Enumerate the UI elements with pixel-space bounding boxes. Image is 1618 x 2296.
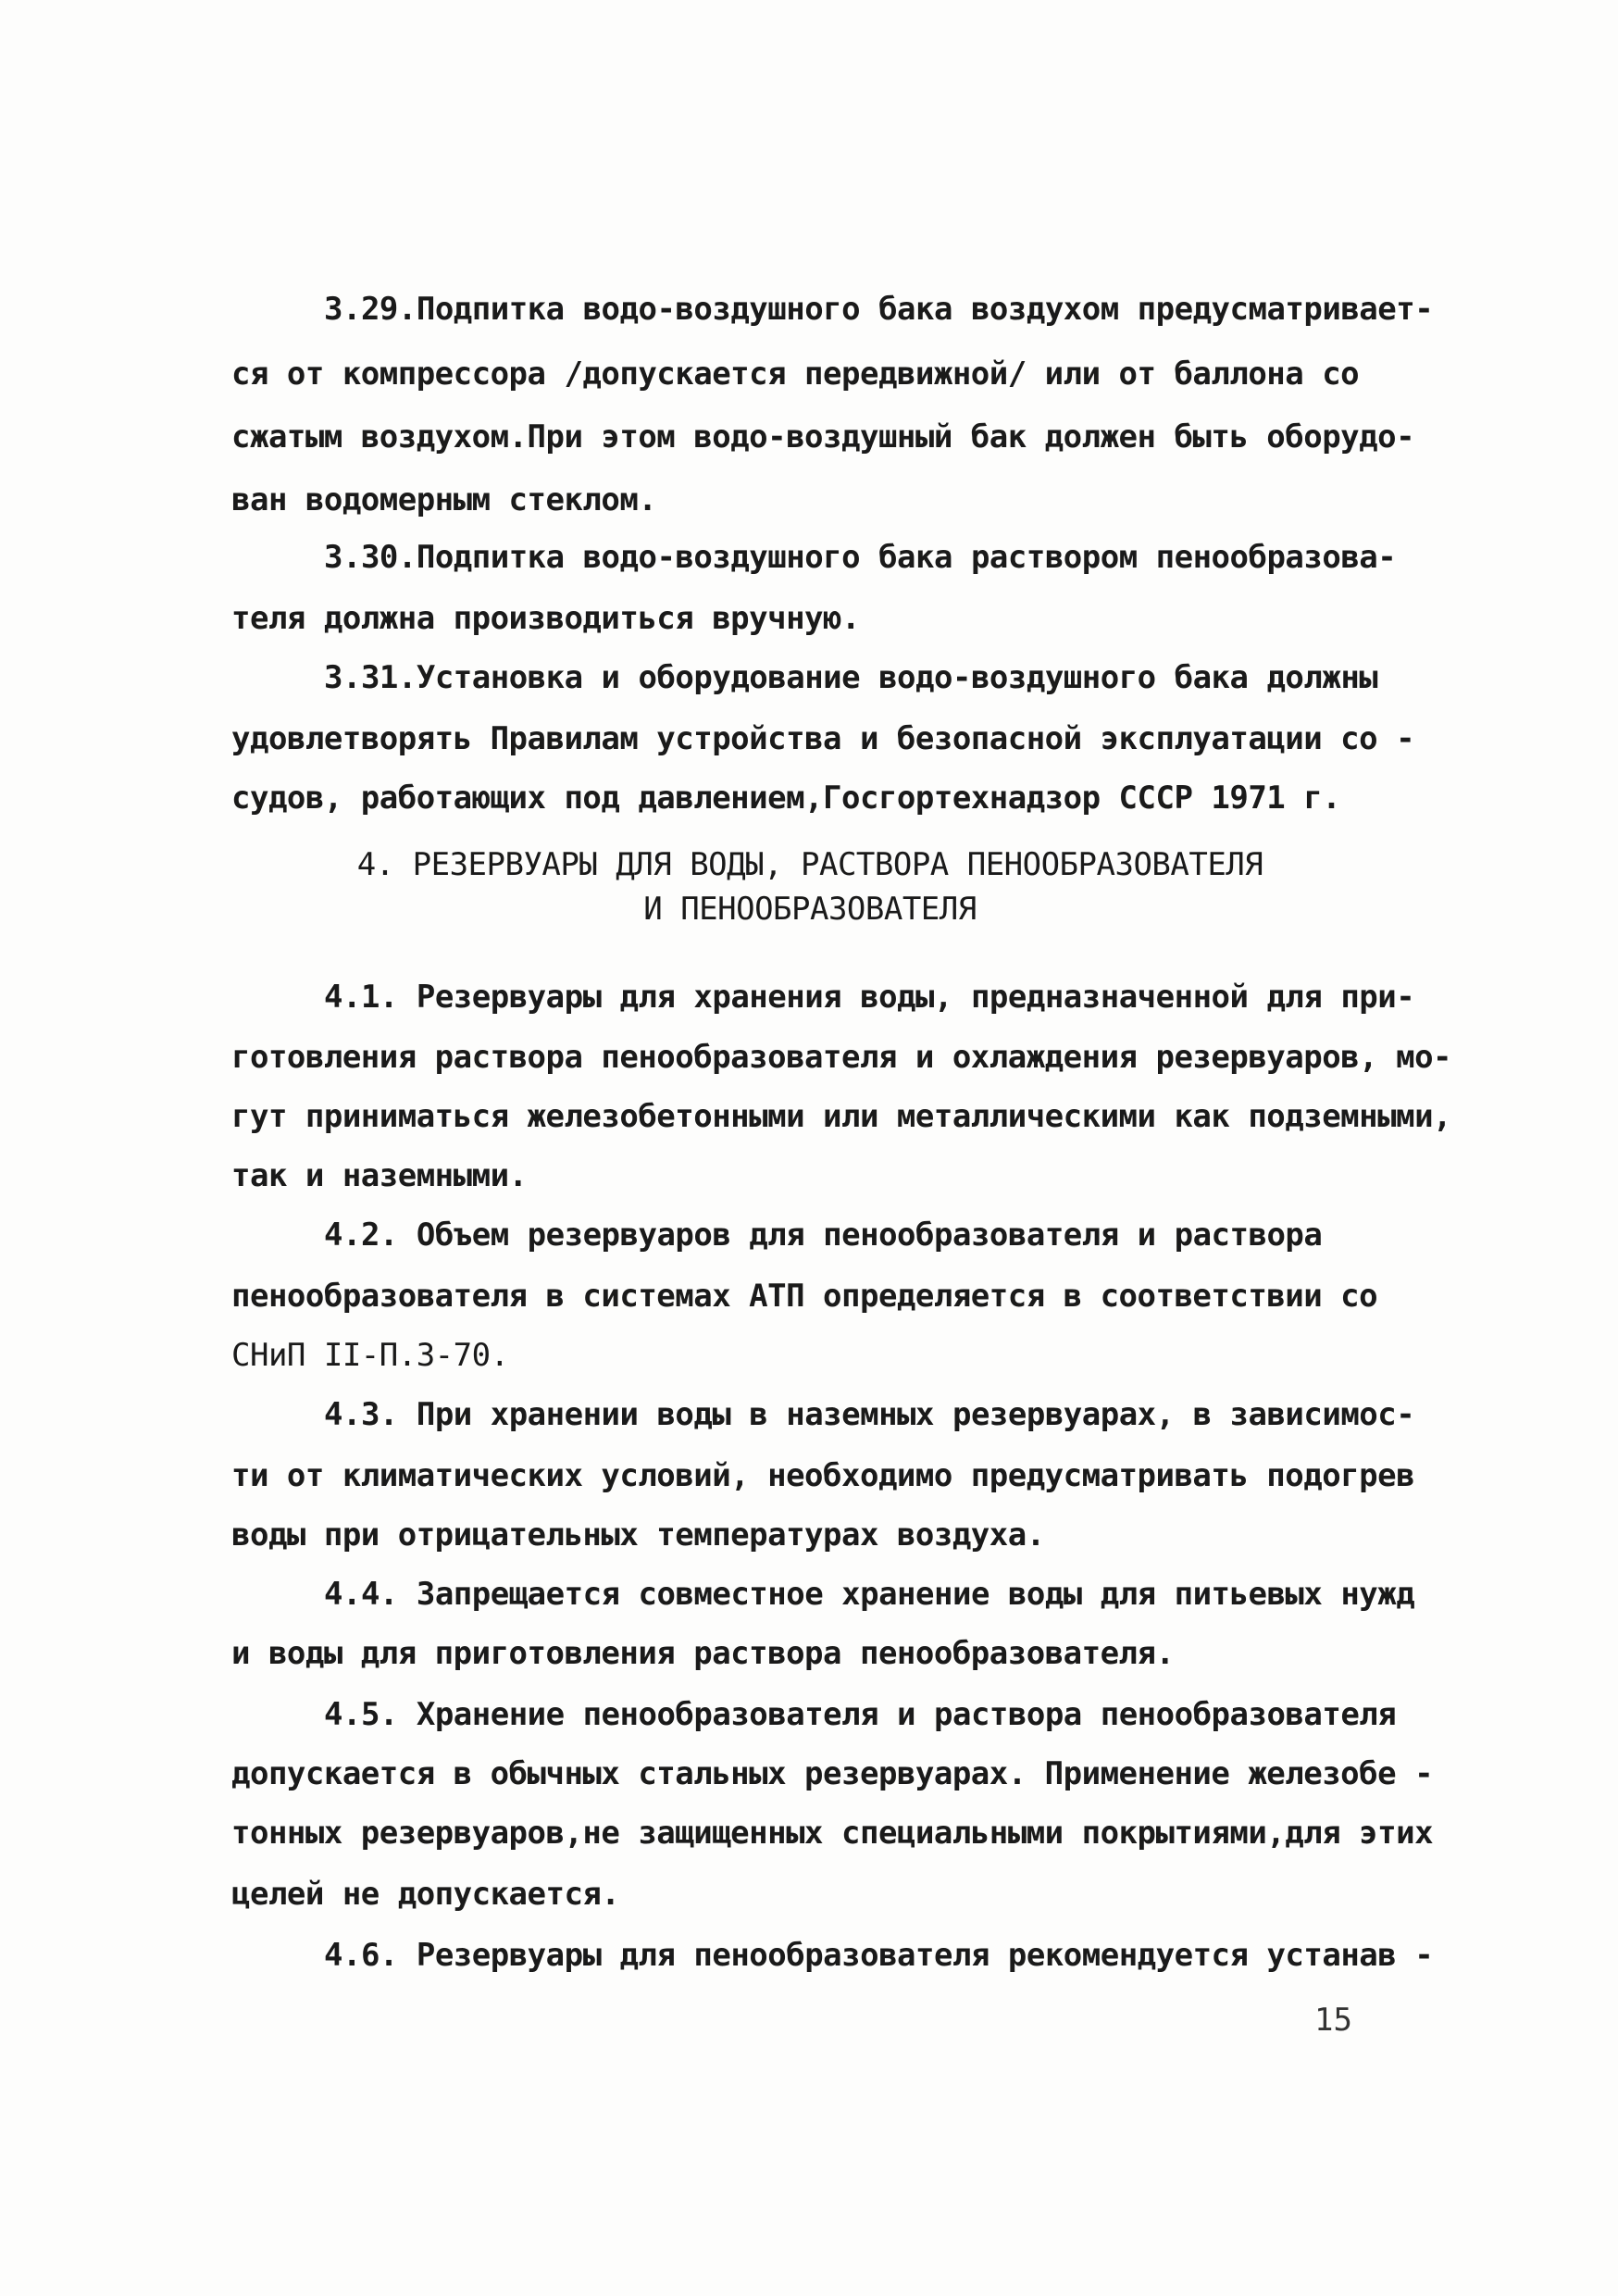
text-line: гут приниматься железобетонными или металлическими как подземными, [231,1098,1452,1135]
text-line: готовления раствора пенообразователя и охлаждения резервуаров, мо- [231,1039,1452,1076]
section-heading-line-1: 4. РЕЗЕРВУАРЫ ДЛЯ ВОДЫ, РАСТВОРА ПЕНООБРАЗОВАТЕЛЯ [356,846,1263,883]
text-line: судов, работающих под давлением,Госгортехнадзор СССР 1971 г. [231,780,1341,817]
text-line: 3.31.Установка и оборудование водо-воздушного бака должны [324,659,1378,696]
text-line: воды при отрицательных температурах воздуха. [231,1516,1045,1554]
text-line: ся от компрессора /допускается передвижной/ или от баллона со [231,356,1360,393]
text-line: пенообразователя в системах АТП определяется в соответствии со [231,1278,1378,1315]
text-line: и воды для приготовления раствора пенообразователя. [231,1635,1175,1672]
text-line: ван водомерным стеклом. [231,481,657,518]
text-line: 3.30.Подпитка водо-воздушного бака раствором пенообразова- [324,539,1397,576]
text-line: тонных резервуаров,не защищенных специальными покрытиями,для этих [231,1815,1434,1852]
text-line: 3.29.Подпитка водо-воздушного бака воздухом предусматривает- [324,291,1434,328]
text-line: 4.4. Запрещается совместное хранение воды для питьевых нужд [324,1576,1415,1613]
text-line: 4.6. Резервуары для пенообразователя рекомендуется устанав - [324,1937,1434,1974]
text-line: так и наземными. [231,1157,528,1194]
page-number: 15 [1314,2002,1352,2039]
text-line: 4.5. Хранение пенообразователя и раствора пенообразователя [324,1696,1397,1733]
text-line: СНиП II-П.3-70. [231,1337,509,1374]
text-line: 4.3. При хранении воды в наземных резервуарах, в зависимос- [324,1396,1415,1433]
text-line: сжатым воздухом.При этом водо-воздушный бак должен быть оборудо- [231,418,1415,455]
text-line: допускается в обычных стальных резервуарах. Применение железобе - [231,1755,1434,1792]
text-line: удовлетворять Правилам устройства и безопасной эксплуатации со - [231,720,1415,757]
text-line: ти от климатических условий, необходимо предусматривать подогрев [231,1457,1415,1494]
text-line: 4.1. Резервуары для хранения воды, предназначенной для при- [324,979,1415,1016]
text-line: 4.2. Объем резервуаров для пенообразователя и раствора [324,1217,1323,1254]
section-heading-line-2: И ПЕНООБРАЗОВАТЕЛЯ [643,891,977,928]
text-line: теля должна производиться вручную. [231,600,860,637]
text-line: целей не допускается. [231,1876,620,1913]
